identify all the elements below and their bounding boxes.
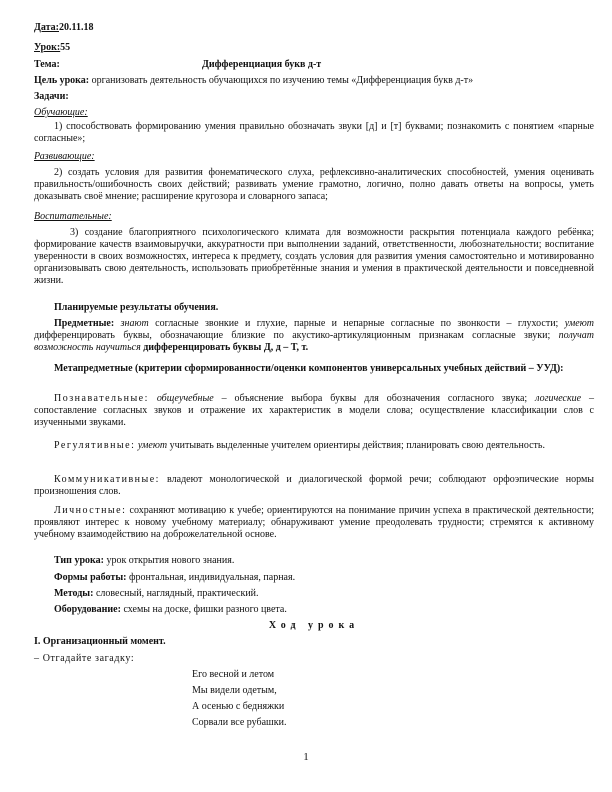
communicative-results: Коммуникативные: владеют монологической и диалогической формой речи; соблюдают орфоэпические нормы произношения слов. [34, 474, 594, 497]
teaching-text: 1) способствовать формированию умения правильно обозначать звуки [д] и [т] буквами; познакомить с понятием «парные согласные»; [34, 121, 594, 144]
teaching-label: Обучающие: [34, 107, 88, 118]
page-number: 1 [303, 751, 309, 763]
lesson-line: Урок:55 [34, 42, 71, 53]
riddle-intro: – Отгадайте загадку: [34, 653, 135, 664]
cognitive-results: Познавательные: общеучебные – объяснение выбора буквы для обозначения согласного звука; логические – сопоставление согласных звуков и отражение их характеристик в модели слова; осуществление классификации слов с изученными звуками. [34, 393, 595, 428]
work-forms: Формы работы: фронтальная, индивидуальная, парная. [54, 572, 296, 583]
tasks-heading: Задачи: [34, 91, 69, 102]
poem-line: Мы видели одетым, [192, 685, 277, 696]
meta-heading: Метапредметные (критерии сформированности/оценки компонентов универсальных учебных действий – УУД): [54, 363, 564, 374]
poem-line: А осенью с бедняжки [192, 701, 285, 712]
personal-results: Личностные: сохраняют мотивацию к учебе; ориентируются на понимание причин успеха в практической деятельности; проявляют интерес к новому учебному материалу; обнаруживают умение преодолевать трудности; стремятся к активному учебному взаимодействию на доброжелательной основе. [34, 505, 594, 540]
educational-label: Воспитательные: [34, 211, 112, 222]
regulatory-results: Регулятивные: умеют учитывать выделенные учителем ориентиры действия; планировать свою деятельность. [54, 440, 545, 451]
poem-line: Сорвали все рубашки. [192, 717, 287, 728]
educational-text: 3) создание благоприятного психологического климата для возможности раскрытия потенциала каждого ребёнка; формирование качеств взаимовыручки, аккуратности при выполнении заданий, ответственности, любознательности; воспитание уверенности в своих возможностях, интереса к предмету, создать условия для развития умения самостоятельно и мотивированно организовывать свою деятельность, использовать приобретённые знания и умения в практической деятельности и повседневной жизни. [34, 227, 594, 286]
lesson-course-heading: Ход урока [268, 620, 360, 631]
subject-results: Предметные: знают согласные звонкие и глухие, парные и непарные согласные по звонкости – глухости; умеют дифференцировать буквы, обозначающие близкие по акустико-артикуляционным признакам согласные звуки; получат возможность научиться дифференцировать буквы Д, д – Т, т. [34, 318, 595, 353]
developing-text: 2) создать условия для развития фонематического слуха, рефлексивно-аналитических способностей, умения оценивать правильность/ошибочность своих действий; развивать умение грамотно, логично, полно давать ответы на вопросы, уметь доказывать своё мнение; расширение кругозора и словарного запаса; [34, 167, 594, 202]
lesson-type: Тип урока: урок открытия нового знания. [54, 555, 235, 566]
topic-line: Тема: Дифференциация букв д-т [34, 59, 322, 70]
methods: Методы: словесный, наглядный, практический. [54, 588, 259, 599]
goal-line: Цель урока: организовать деятельность обучающихся по изучению темы «Дифференциация букв д-т» [34, 75, 474, 86]
results-heading: Планируемые результаты обучения. [54, 302, 219, 313]
poem-line: Его весной и летом [192, 669, 275, 680]
section-org-moment: I. Организационный момент. [34, 636, 166, 647]
date-line: Дата:20.11.18 [34, 22, 94, 33]
equipment: Оборудование: схемы на доске, фишки разного цвета. [54, 604, 287, 615]
developing-label: Развивающие: [34, 151, 95, 162]
